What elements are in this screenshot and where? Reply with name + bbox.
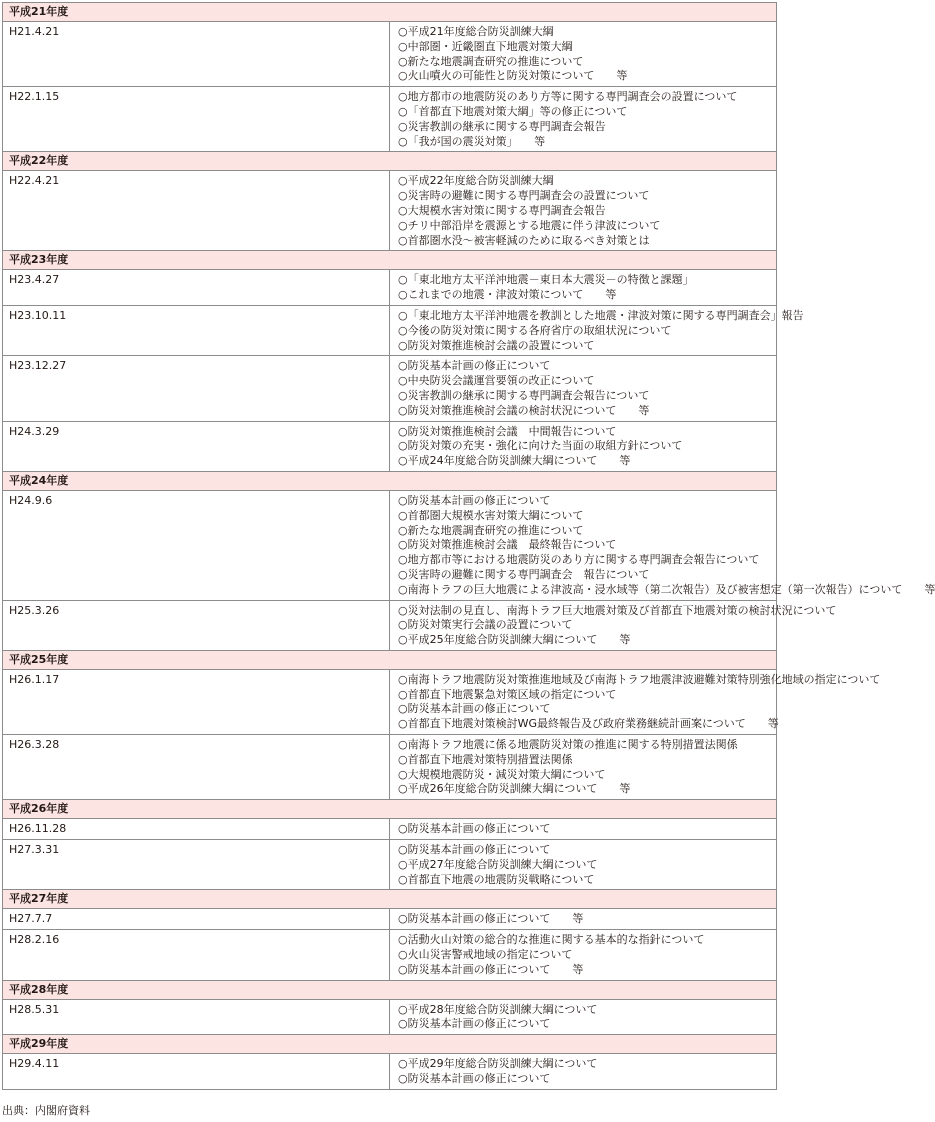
agenda-cell [390, 669, 881, 734]
meeting-date: H26.1.17 [3, 669, 390, 734]
agenda-item: ○災対法制の見直し、南海トラフ巨大地震対策及び首都直下地震対策の検討状況について [398, 603, 837, 617]
source-note: 出典：内閣府資料 [2, 1104, 90, 1117]
agenda-item: ○首都直下地震対策検討WG最終報告及び政府業務継続計画案について 等 [398, 717, 779, 731]
agenda-item: ○火山災害警戒地域の指定について [398, 948, 573, 962]
agenda-cell [390, 735, 777, 800]
table-body [3, 3, 935, 1090]
agenda-cell [390, 840, 777, 890]
meeting-date: H23.4.27 [3, 270, 390, 306]
meeting-row [3, 930, 777, 980]
meeting-date: H28.2.16 [3, 930, 390, 980]
meeting-date: H22.4.21 [3, 171, 390, 251]
agenda-item: ○災害時の避難に関する専門調査会の設置について [398, 189, 650, 203]
agenda-cell [390, 1054, 777, 1090]
agenda-item: ○災害教訓の継承に関する専門調査会報告について [398, 388, 650, 402]
fiscal-year-label: 平成21年度 [3, 3, 777, 22]
meeting-date: H23.10.11 [3, 305, 390, 355]
agenda-item: ○平成22年度総合防災訓練大綱 [398, 174, 554, 188]
meeting-row [3, 356, 777, 421]
agenda-cell [390, 87, 777, 152]
fiscal-year-label: 平成25年度 [3, 650, 777, 669]
meeting-row [3, 909, 777, 930]
agenda-item: ○防災対策の充実・強化に向けた当面の取組方針について [398, 439, 683, 453]
fiscal-year-row [3, 152, 777, 171]
meeting-row [3, 1054, 777, 1090]
meeting-date: H23.12.27 [3, 356, 390, 421]
fiscal-year-label: 平成23年度 [3, 251, 777, 270]
agenda-item: ○防災基本計画の修正について 等 [398, 962, 584, 976]
meeting-date: H27.7.7 [3, 909, 390, 930]
agenda-item: ○地方都市の地震防災のあり方等に関する専門調査会の設置について [398, 90, 738, 104]
agenda-item: ○防災基本計画の修正について [398, 359, 551, 373]
agenda-cell [390, 421, 777, 471]
fiscal-year-row [3, 471, 777, 490]
meeting-date: H21.4.21 [3, 22, 390, 87]
agenda-item: ○「東北地方太平洋沖地震を教訓とした地震・津波対策に関する専門調査会」報告 [398, 308, 804, 322]
fiscal-year-row [3, 980, 777, 999]
agenda-item: ○防災基本計画の修正について [398, 1072, 551, 1086]
agenda-item: ○防災基本計画の修正について [398, 493, 551, 507]
fiscal-year-label: 平成24年度 [3, 471, 777, 490]
agenda-item: ○防災基本計画の修正について [398, 702, 551, 716]
meeting-row [3, 840, 777, 890]
agenda-item: ○新たな地震調査研究の推進について [398, 523, 584, 537]
agenda-cell [390, 909, 777, 930]
fiscal-year-label: 平成28年度 [3, 980, 777, 999]
meeting-date: H26.11.28 [3, 819, 390, 840]
agenda-item: ○平成24年度総合防災訓練大綱について 等 [398, 454, 631, 468]
agenda-cell [390, 600, 837, 650]
fiscal-year-row [3, 1035, 777, 1054]
agenda-item: ○防災基本計画の修正について [398, 843, 551, 857]
agenda-item: ○「我が国の震災対策」 等 [398, 134, 546, 148]
agenda-item: ○平成27年度総合防災訓練大綱について [398, 857, 598, 871]
meeting-date: H28.5.31 [3, 999, 390, 1035]
fiscal-year-row [3, 650, 777, 669]
agenda-item: ○防災基本計画の修正について 等 [398, 912, 584, 926]
agenda-item: ○平成25年度総合防災訓練大綱について 等 [398, 633, 631, 647]
agenda-item: ○チリ中部沿岸を震源とする地震に伴う津波について [398, 218, 661, 232]
agenda-cell [390, 171, 777, 251]
agenda-item: ○今後の防災対策に関する各府省庁の取組状況について [398, 323, 672, 337]
meeting-date: H25.3.26 [3, 600, 390, 650]
agenda-item: ○平成28年度総合防災訓練大綱について [398, 1002, 598, 1016]
meeting-date: H27.3.31 [3, 840, 390, 890]
meeting-history-table [2, 2, 935, 1090]
agenda-cell [390, 490, 935, 600]
meeting-date: H26.3.28 [3, 735, 390, 800]
agenda-item: ○首都圏水没～被害軽減のために取るべき対策とは [398, 233, 650, 247]
meeting-row [3, 171, 777, 251]
meeting-row [3, 22, 777, 87]
agenda-item: ○中部圏・近畿圏直下地震対策大綱 [398, 39, 573, 53]
meeting-history-document [2, 2, 935, 1090]
agenda-item: ○防災対策推進検討会議 最終報告について [398, 538, 617, 552]
fiscal-year-row [3, 3, 777, 22]
agenda-item: ○防災対策推進検討会議の検討状況について 等 [398, 403, 650, 417]
meeting-date: H24.9.6 [3, 490, 390, 600]
agenda-item: ○「東北地方太平洋沖地震－東日本大震災－の特徴と課題」 [398, 273, 694, 287]
agenda-cell [390, 270, 777, 306]
agenda-item: ○南海トラフ地震に係る地震防災対策の推進に関する特別措置法関係 [398, 738, 738, 752]
agenda-item: ○新たな地震調査研究の推進について [398, 54, 584, 68]
meeting-row [3, 490, 777, 600]
agenda-item: ○大規模水害対策に関する専門調査会報告 [398, 203, 606, 217]
agenda-cell [390, 930, 777, 980]
fiscal-year-row [3, 800, 777, 819]
agenda-item: ○「首都直下地震対策大綱」等の修正について [398, 104, 628, 118]
agenda-item: ○南海トラフ地震防災対策推進地域及び南海トラフ地震津波避難対策特別強化地域の指定について [398, 672, 881, 686]
agenda-cell [390, 305, 804, 355]
agenda-item: ○防災対策実行会議の設置について [398, 618, 573, 632]
agenda-item: ○南海トラフの巨大地震による津波高・浸水域等（第二次報告）及び被害想定（第一次報告）について 等 [398, 582, 935, 596]
agenda-item: ○中央防災会議運営要領の改正について [398, 374, 595, 388]
meeting-row [3, 669, 777, 734]
agenda-item: ○火山噴火の可能性と防災対策について 等 [398, 69, 628, 83]
agenda-item: ○首都直下地震対策特別措置法関係 [398, 752, 573, 766]
agenda-item: ○防災対策推進検討会議の設置について [398, 338, 595, 352]
agenda-cell [390, 22, 777, 87]
meeting-date: H22.1.15 [3, 87, 390, 152]
agenda-item: ○平成26年度総合防災訓練大綱について 等 [398, 782, 631, 796]
agenda-item: ○防災基本計画の修正について [398, 822, 551, 836]
meeting-row [3, 87, 777, 152]
meeting-row [3, 735, 777, 800]
agenda-item: ○地方都市等における地震防災のあり方に関する専門調査会報告について [398, 553, 760, 567]
meeting-date: H24.3.29 [3, 421, 390, 471]
fiscal-year-label: 平成22年度 [3, 152, 777, 171]
meeting-row [3, 305, 777, 355]
agenda-cell [390, 356, 777, 421]
meeting-row [3, 270, 777, 306]
agenda-item: ○首都直下地震緊急対策区域の指定について [398, 687, 617, 701]
meeting-row [3, 819, 777, 840]
agenda-item: ○首都圏大規模水害対策大綱について [398, 508, 584, 522]
agenda-item: ○災害教訓の継承に関する専門調査会報告 [398, 119, 606, 133]
fiscal-year-label: 平成26年度 [3, 800, 777, 819]
agenda-cell [390, 819, 777, 840]
meeting-row [3, 600, 777, 650]
agenda-cell [390, 999, 777, 1035]
fiscal-year-label: 平成29年度 [3, 1035, 777, 1054]
agenda-item: ○防災対策推進検討会議 中間報告について [398, 424, 617, 438]
agenda-item: ○首都直下地震の地震防災戦略について [398, 872, 595, 886]
meeting-row [3, 421, 777, 471]
agenda-item: ○活動火山対策の総合的な推進に関する基本的な指針について [398, 933, 705, 947]
agenda-item: ○平成29年度総合防災訓練大綱について [398, 1057, 598, 1071]
meeting-row [3, 999, 777, 1035]
agenda-item: ○災害時の避難に関する専門調査会 報告について [398, 567, 650, 581]
meeting-date: H29.4.11 [3, 1054, 390, 1090]
fiscal-year-label: 平成27年度 [3, 890, 777, 909]
agenda-item: ○防災基本計画の修正について [398, 1017, 551, 1031]
agenda-item: ○大規模地震防災・減災対策大綱について [398, 767, 606, 781]
agenda-item: ○これまでの地震・津波対策について 等 [398, 288, 617, 302]
agenda-item: ○平成21年度総合防災訓練大綱 [398, 25, 554, 38]
fiscal-year-row [3, 251, 777, 270]
fiscal-year-row [3, 890, 777, 909]
